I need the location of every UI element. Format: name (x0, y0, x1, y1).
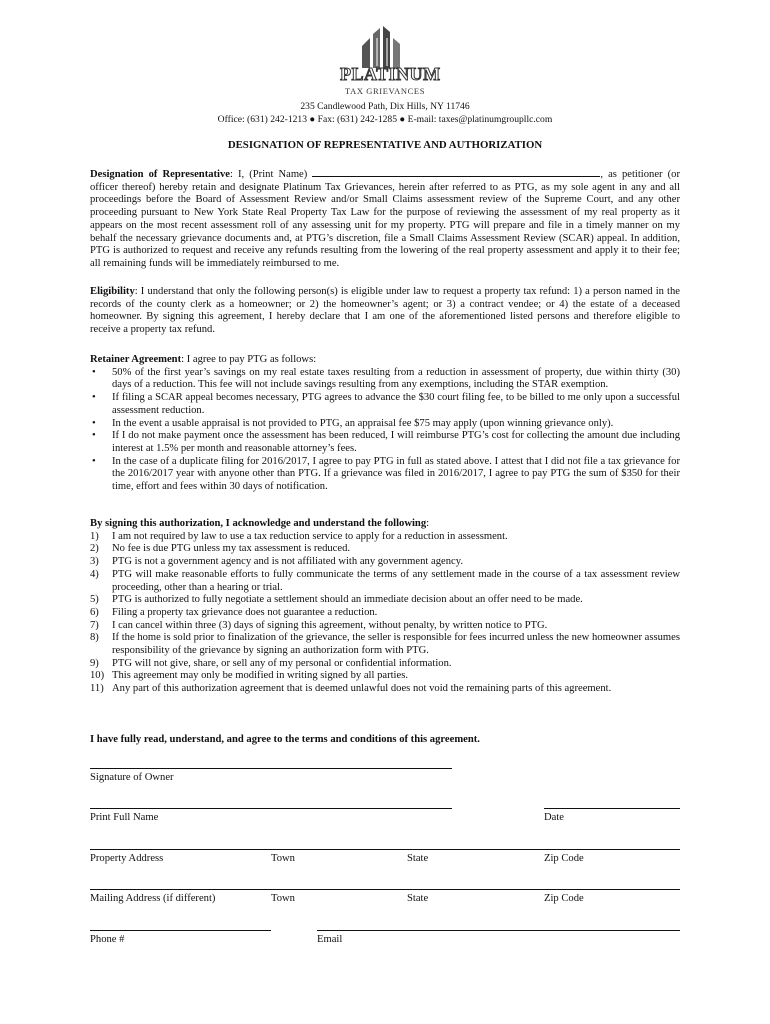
item-text: Filing a property tax grievance does not guarantee a reduction. (112, 606, 378, 618)
retainer-bullet-list (90, 367, 680, 494)
retainer-bullet: • In the event a usable appraisal is not provided to PTG, an appraisal fee $75 may apply (upon winning grievance only). (90, 418, 680, 431)
retainer-bullet: • If filing a SCAR appeal becomes necessary, PTG agrees to advance the $30 court filing fee, to be billed to me only upon a successful assessment reduction. (90, 392, 680, 417)
phone-line[interactable] (90, 930, 271, 931)
mailing-state-label: State (407, 893, 429, 904)
retainer-intro-line (90, 354, 680, 367)
agree-statement: I have fully read, understand, and agree to the terms and conditions of this agreement. (90, 734, 480, 745)
mailing-town-label: Town (271, 893, 295, 904)
signature-label: Signature of Owner (90, 772, 174, 783)
zip-label: Zip Code (544, 853, 584, 864)
list-item (90, 594, 680, 607)
acknowledge-heading-line (90, 518, 680, 531)
acknowledge-colon: : (426, 518, 430, 529)
company-contact: Office: (631) 242-1213 ● Fax: (631) 242-1285 ● E-mail: taxes@platinumgroupllc.com (217, 114, 553, 125)
document-title: DESIGNATION OF REPRESENTATIVE AND AUTHORIZATION (227, 139, 543, 151)
retainer-bullet: • If I do not make payment once the assessment has been reduced, I will reimburse PTG’s cost for collecting the amount due including interest at 1.5% per month and reasonable attorney’s fees. (90, 430, 680, 455)
item-number: 1) (90, 530, 99, 542)
item-text: I can cancel within three (3) days of signing this agreement, without penalty, by written notice to PTG. (112, 619, 548, 631)
item-text: PTG is authorized to fully negotiate a settlement should an immediate decision about an offer need to be made. (112, 594, 583, 606)
acknowledge-heading: By signing this authorization, I acknowledge and understand the following (90, 518, 427, 529)
list-item (90, 620, 680, 633)
item-text: Any part of this authorization agreement that is deemed unlawful does not void the remaining parts of this agreement. (112, 683, 612, 695)
designation-body: , as petitioner (or officer thereof) hereby retain and designate Platinum Tax Grievances, herein after referred to as PTG, as my sole agent in any and all proceedings before the Board of Assessment Review and/or Small Claims assessment review of the Supreme Court, and any other proceeding pursuant to New York State Real Property Tax Law for the purpose of reviewing the assessment of my real property as it appears on the most recent assessment roll of any assessing unit for my property. PTG will prepare and file in a timely manner on my behalf the necessary grievance documents and, at PTG’s discretion, file a Small Claims Assessment Review (SCAR) appeal. In addition, PTG is authorized to request and receive any refunds resulting from the lowering of the real property assessment and apply it to their fee; all remaining funds will be immediately reimbursed to me. (90, 169, 680, 269)
signature-line[interactable] (90, 768, 452, 769)
print-name-line[interactable] (90, 808, 452, 809)
list-item (90, 670, 680, 683)
mailing-zip-label: Zip Code (544, 893, 584, 904)
company-logo (340, 24, 441, 100)
date-label: Date (544, 812, 564, 823)
phone-label: Phone # (90, 934, 125, 945)
list-item (90, 658, 680, 671)
acknowledge-section (90, 518, 680, 696)
item-text: No fee is due PTG unless my tax assessment is reduced. (112, 543, 351, 555)
designation-intro: : I, (Print Name) (230, 169, 313, 180)
item-text: This agreement may only be modified in writing signed by all parties. (112, 670, 408, 682)
logo-tagline: TAX GRIEVANCES (344, 86, 426, 96)
list-item (90, 556, 680, 569)
retainer-heading: Retainer Agreement (90, 354, 182, 365)
list-item (90, 543, 680, 556)
item-number: 6) (90, 606, 99, 618)
list-item (90, 632, 680, 657)
eligibility-heading: Eligibility (90, 286, 135, 297)
list-item (90, 569, 680, 594)
print-name-blank[interactable] (312, 167, 600, 177)
list-item (90, 607, 680, 620)
retainer-bullet: • In the case of a duplicate filing for 2016/2017, I agree to pay PTG in full as stated above. I attest that I did not file a tax grievance for the 2016/2017 year with anyone other than PTG. If a grievance was filed in 2016/2017, I agree to pay PTG the sum of $350 for their time, effort and fees within 30 days of notification. (90, 456, 680, 494)
state-label: State (407, 853, 429, 864)
list-item (90, 683, 680, 696)
retainer-section (90, 354, 680, 494)
building-logo-icon (340, 24, 430, 68)
item-number: 3) (90, 556, 99, 568)
retainer-intro: : I agree to pay PTG as follows: (181, 354, 317, 365)
item-number: 7) (90, 619, 99, 631)
property-address-label: Property Address (90, 853, 164, 864)
retainer-bullet: • 50% of the first year’s savings on my real estate taxes resulting from a reduction in assessment of property, due within thirty (30) days of a reduction. This fee will not include savings resulting from any exemptions, including the STAR exemption. (90, 367, 680, 392)
item-text: PTG will not give, share, or sell any of my personal or confidential information. (112, 657, 452, 669)
property-address-line[interactable] (90, 849, 680, 850)
designation-section (90, 167, 680, 271)
date-line[interactable] (544, 808, 680, 809)
eligibility-paragraph (90, 286, 680, 337)
item-text: I am not required by law to use a tax reduction service to apply for a reduction in assessment. (112, 530, 508, 542)
town-label: Town (271, 853, 295, 864)
mailing-address-line[interactable] (90, 889, 680, 890)
designation-paragraph (90, 167, 680, 271)
list-item (90, 531, 680, 544)
item-text: If the home is sold prior to finalization of the grievance, the seller is responsible for fees incurred unless the new homeowner assumes responsibility of the grievance by signing an authorization form with PTG. (112, 632, 680, 657)
item-number: 5) (90, 594, 99, 606)
acknowledge-list (90, 531, 680, 696)
item-number: 8) (90, 632, 99, 644)
eligibility-section (90, 286, 680, 337)
item-number: 4) (90, 568, 99, 580)
company-address: 235 Candlewood Path, Dix Hills, NY 11746 (300, 101, 470, 112)
print-name-label: Print Full Name (90, 812, 159, 823)
logo-name: PLATINUM (340, 64, 441, 84)
eligibility-body: : I understand that only the following person(s) is eligible under law to request a property tax refund: 1) a person named in the records of the county clerk as a homeowner; or 2) the homeowner’s agent; or 3) a contract vendee; or 4) the estate of a deceased homeowner. By signing this agreement, I hereby declare that I am one of the aforementioned listed persons and therefore eligible to receive a property tax refund. (90, 286, 680, 336)
item-number: 11) (90, 683, 104, 695)
designation-heading: Designation of Representative (90, 169, 230, 180)
item-number: 2) (90, 543, 99, 555)
item-number: 10) (90, 670, 105, 682)
item-number: 9) (90, 657, 99, 669)
email-label: Email (317, 934, 343, 945)
mailing-address-label: Mailing Address (if different) (90, 893, 216, 904)
email-line[interactable] (317, 930, 680, 931)
item-text: PTG is not a government agency and is not affiliated with any government agency. (112, 556, 463, 568)
item-text: PTG will make reasonable efforts to fully communicate the terms of any settlement made in the course of a tax assessment review proceeding, other than a hearing or trial. (112, 568, 680, 593)
